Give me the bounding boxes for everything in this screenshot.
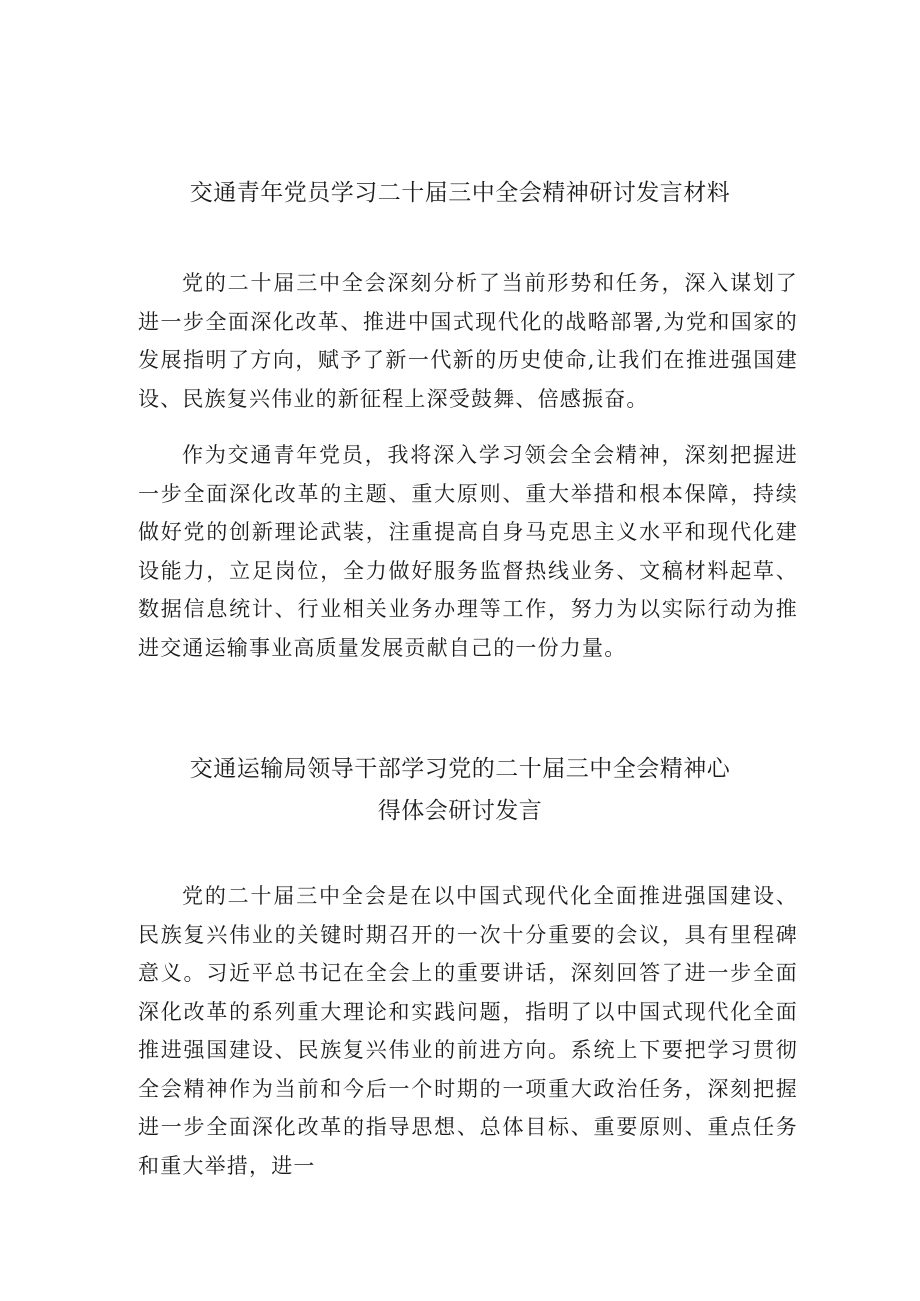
- section1-paragraph-2: 作为交通青年党员，我将深入学习领会全会精神，深刻把握进一步全面深化改革的主题、重大原则、重大举措和根本保障，持续做好党的创新理论武装，注重提高自身马克思主义水平和现代化建设能力，立足岗位，全力做好服务监督热线业务、文稿材料起草、数据信息统计、行业相关业务办理等工作，努力为以实际行动为推进交通运输事业高质量发展贡献自己的一份力量。: [138, 443, 798, 660]
- section2-title: [0, 748, 920, 832]
- section1-paragraph-1: 党的二十届三中全会深刻分析了当前形势和任务，深入谋划了进一步全面深化改革、推进中国式现代化的战略部署,为党和国家的发展指明了方向，赋予了新一代新的历史使命,让我们在推进强国建设、民族复兴伟业的新征程上深受鼓舞、倍感振奋。: [138, 271, 798, 411]
- section2-paragraph-1: 党的二十届三中全会是在以中国式现代化全面推进强国建设、民族复兴伟业的关键时期召开的一次十分重要的会议，具有里程碑意义。习近平总书记在全会上的重要讲话，深刻回答了进一步全面深化改革的系列重大理论和实践问题，指明了以中国式现代化全面推进强国建设、民族复兴伟业的前进方向。系统上下要把学习贯彻全会精神作为当前和今后一个时期的一项重大政治任务，深刻把握进一步全面深化改革的指导思想、总体目标、重要原则、重点任务和重大举措，进一: [138, 884, 798, 1178]
- section2-title-line1: 交通运输局领导干部学习党的二十届三中全会精神心: [189, 756, 731, 782]
- section1-title: 交通青年党员学习二十届三中全会精神研讨发言材料: [189, 180, 731, 206]
- section2-title-line2: 得体会研讨发言: [377, 798, 543, 824]
